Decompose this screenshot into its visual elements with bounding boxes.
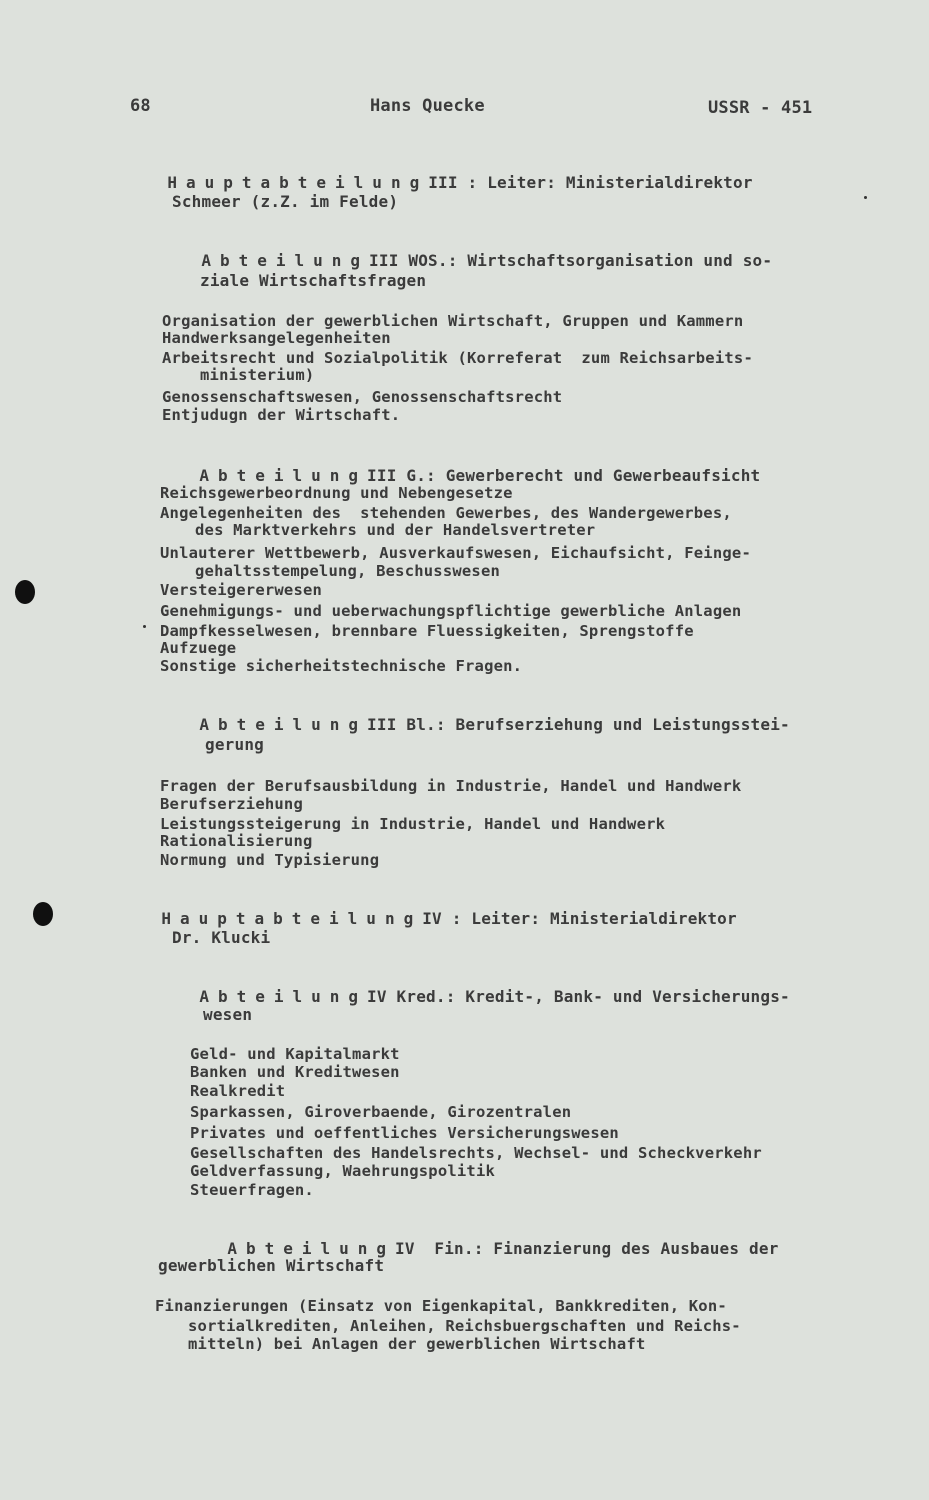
department-heading-continued: wesen (203, 1005, 253, 1024)
heading-label: Abteilung (199, 987, 368, 1006)
list-item: Rationalisierung (160, 832, 313, 850)
list-item: Genehmigungs- und ueberwachungspflichtige gewerbliche Anlagen (160, 602, 742, 620)
paper-speck (864, 196, 867, 199)
list-item: Gesellschaften des Handelsrechts, Wechsel- und Scheckverkehr (190, 1144, 762, 1162)
list-item: Angelegenheiten des stehenden Gewerbes, des Wandergewerbes, (160, 504, 732, 522)
department-heading-continued: gewerblichen Wirtschaft (158, 1256, 385, 1275)
list-item: sortialkrediten, Anleihen, Reichsbuergschaften und Reichs- (188, 1317, 741, 1335)
list-item: Dampfkesselwesen, brennbare Fluessigkeiten, Sprengstoffe (160, 622, 694, 640)
list-item: Handwerksangelegenheiten (162, 329, 391, 347)
list-item: Unlauterer Wettbewerb, Ausverkaufswesen, Eichaufsicht, Feinge- (160, 544, 751, 562)
punch-hole (33, 902, 53, 926)
section-leader: Schmeer (z.Z. im Felde) (172, 192, 399, 211)
heading-title: IV Fin.: Finanzierung des Ausbaues der (395, 1239, 779, 1258)
list-item: Normung und Typisierung (160, 851, 380, 869)
heading-label: Abteilung (199, 715, 368, 734)
heading-title: IV : Leiter: Ministerialdirektor (422, 909, 737, 928)
paper-speck (143, 625, 146, 628)
heading-title: III : Leiter: Ministerialdirektor (428, 173, 753, 192)
heading-title: III WOS.: Wirtschaftsorganisation und so- (369, 251, 773, 270)
list-item: Organisation der gewerblichen Wirtschaft, Gruppen und Kammern (162, 312, 744, 330)
heading-label: Hauptabteilung (161, 909, 423, 928)
list-item: gehaltsstempelung, Beschusswesen (195, 562, 501, 580)
list-item: Berufserziehung (160, 795, 303, 813)
heading-label: Abteilung (199, 466, 368, 485)
list-item: Sonstige sicherheitstechnische Fragen. (160, 657, 523, 675)
heading-label: Hauptabteilung (167, 173, 429, 192)
list-item: des Marktverkehrs und der Handelsvertreter (195, 521, 596, 539)
list-item: Steuerfragen. (190, 1181, 314, 1199)
running-header-author: Hans Quecke (370, 96, 485, 116)
heading-label: Abteilung (201, 251, 370, 270)
list-item: Finanzierungen (Einsatz von Eigenkapital, Bankkrediten, Kon- (155, 1297, 727, 1315)
heading-label: Abteilung (227, 1239, 396, 1258)
list-item: Genossenschaftswesen, Genossenschaftsrecht (162, 388, 563, 406)
document-code: USSR - 451 (708, 98, 813, 118)
list-item: Sparkassen, Giroverbaende, Girozentralen (190, 1103, 572, 1121)
section-leader: Dr. Klucki (172, 928, 271, 947)
list-item: Entjudugn der Wirtschaft. (162, 406, 401, 424)
list-item: Fragen der Berufsausbildung in Industrie, Handel und Handwerk (160, 777, 742, 795)
heading-title: IV Kred.: Kredit-, Bank- und Versicherungs- (367, 987, 790, 1006)
list-item: mitteln) bei Anlagen der gewerblichen Wirtschaft (188, 1335, 646, 1353)
department-heading-continued: gerung (205, 735, 264, 754)
punch-hole (15, 580, 35, 604)
list-item: Geld- und Kapitalmarkt (190, 1045, 400, 1063)
heading-title: III Bl.: Berufserziehung und Leistungsstei- (367, 715, 790, 734)
list-item: Geldverfassung, Waehrungspolitik (190, 1162, 496, 1180)
list-item: Versteigererwesen (160, 581, 323, 599)
list-item: Leistungssteigerung in Industrie, Handel und Handwerk (160, 815, 666, 833)
department-heading-kred (160, 970, 790, 1024)
list-item: Privates und oeffentliches Versicherungswesen (190, 1124, 619, 1142)
department-heading-continued: ziale Wirtschaftsfragen (200, 271, 427, 290)
list-item: Realkredit (190, 1082, 286, 1100)
list-item: Arbeitsrecht und Sozialpolitik (Korreferat zum Reichsarbeits- (162, 349, 753, 367)
list-item: Banken und Kreditwesen (190, 1063, 400, 1081)
page-number: 68 (130, 96, 151, 116)
list-item: Aufzuege (160, 639, 237, 657)
list-item: ministerium) (200, 366, 315, 384)
heading-title: III G.: Gewerberecht und Gewerbeaufsicht (367, 466, 761, 485)
list-item: Reichsgewerbeordnung und Nebengesetze (160, 484, 513, 502)
